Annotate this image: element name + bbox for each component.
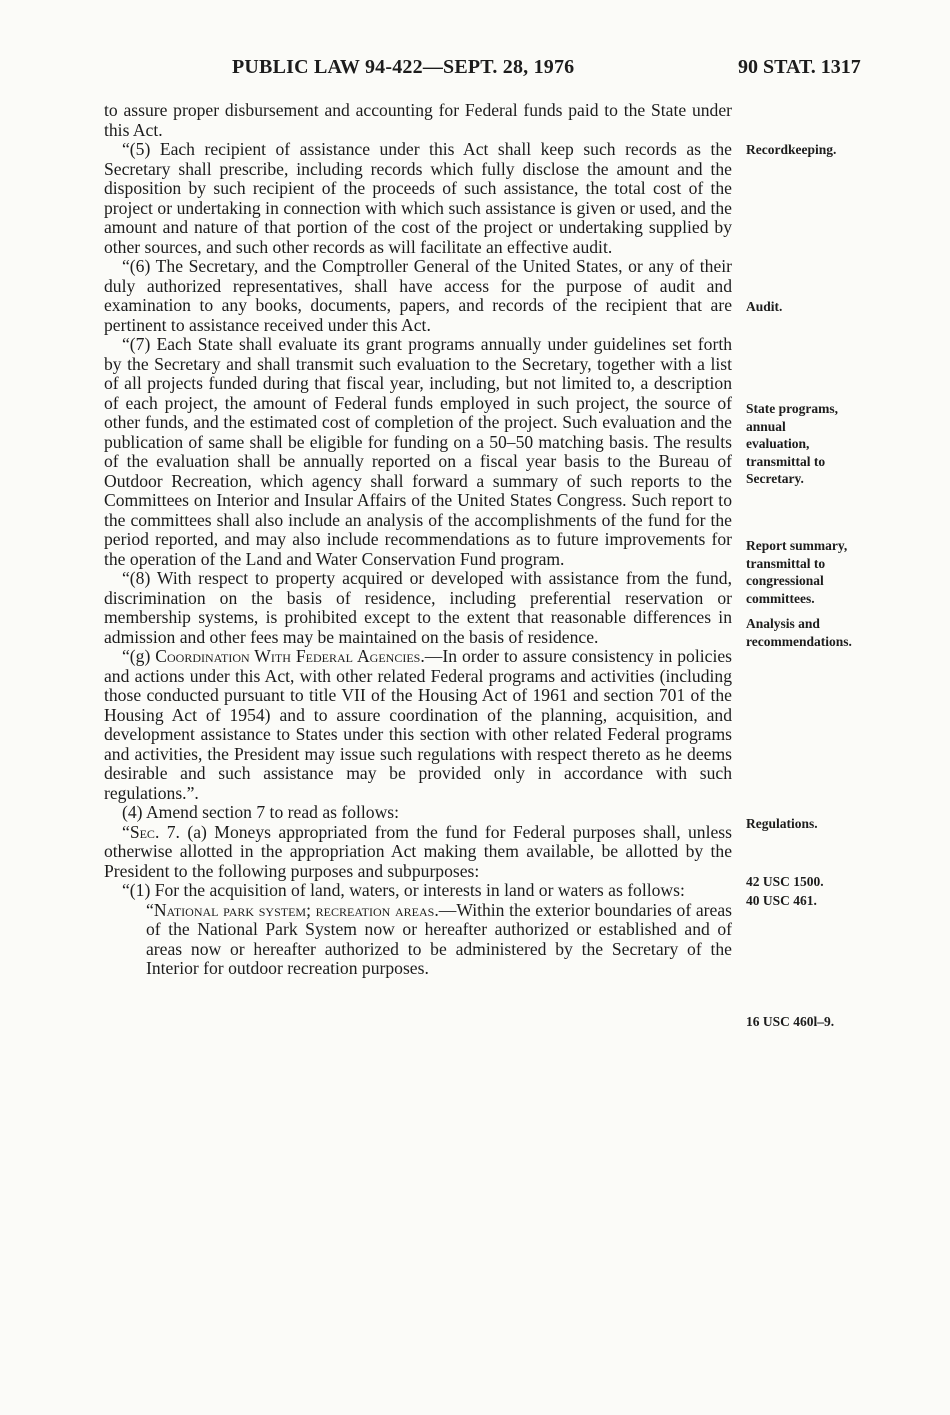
margin-note-line: committees. (746, 590, 815, 606)
coordination-lead: “(g) (122, 646, 156, 666)
margin-note-usc-460l9: 16 USC 460l–9. (746, 1014, 835, 1029)
law-body-text (104, 101, 732, 979)
margin-note-line: congressional (746, 573, 824, 588)
paragraph-national-park (146, 901, 732, 979)
margin-note-line: State programs, (746, 401, 838, 416)
margin-note-usc-1500: 42 USC 1500. (746, 874, 824, 889)
margin-note-line: transmittal to (746, 555, 826, 571)
national-park-lead: “ (146, 899, 154, 920)
statute-page-number: 90 STAT. 1317 (738, 56, 861, 78)
section-label: Sec (129, 821, 155, 842)
margin-note-usc-461: 40 USC 461. (746, 893, 817, 908)
running-head-title: PUBLIC LAW 94-422—SEPT. 28, 1976 (232, 56, 575, 78)
margin-note-line: recommendations. (746, 633, 852, 649)
margin-note-line: annual (746, 418, 786, 434)
margin-note-analysis (746, 615, 946, 650)
paragraph-audit: “(6) The Secretary, and the Comptroller General of the United States, or any of their duly authorized representatives, shall have access for the purpose of audit and examination to any books, documents, papers, and records of the recipient that are pertinent to assistance received under this Act. (104, 256, 732, 335)
margin-note-regulations: Regulations. (746, 816, 818, 831)
paragraph-amend-section: (4) Amend section 7 to read as follows: (122, 802, 400, 822)
margin-note-line: Analysis and (746, 616, 820, 631)
margin-note-line: Report summary, (746, 538, 848, 553)
paragraph-section-7 (104, 823, 732, 882)
margin-note-line: evaluation, (746, 436, 810, 451)
paragraph-coordination (104, 647, 732, 803)
margin-note-line: transmittal to (746, 453, 826, 469)
paragraph-continuation: to assure proper disbursement and accounting for Federal funds paid to the State under this Act. (104, 100, 732, 140)
coordination-heading: Coordination With Federal Agencies (155, 646, 421, 666)
margin-note-line: Secretary. (746, 471, 804, 486)
margin-note-report-summary (746, 537, 946, 607)
margin-note-state-programs (746, 400, 946, 488)
paragraph-discrimination: “(8) With respect to property acquired or developed with assistance from the fund, discrimination on the basis of residence, including preferential reservation or membership systems, is prohibited except to the extent that reasonable differences in admission and other fees may be maintained on the basis of residence. (104, 568, 732, 647)
section-7-text: . 7. (a) Moneys appropriated from the fund for Federal purposes shall, unless otherwise allotted in the appropriation Act making them available, be allotted by the President to the following purposes and subpurposes: (104, 821, 732, 881)
running-head (0, 56, 950, 82)
section-7-lead: “ (122, 821, 130, 842)
national-park-text: .—Within the exterior boundaries of areas of the National Park System now or hereafter authorized or established and of areas now or hereafter authorized to be administered by the Secretary of the Interior for outdoor recreation purposes. (146, 899, 733, 978)
margin-note-audit: Audit. (746, 299, 783, 314)
margin-note-recordkeeping: Recordkeeping. (746, 142, 837, 157)
national-park-heading: National park system; recreation areas (153, 899, 435, 920)
coordination-text: .—In order to assure consistency in policies and actions under this Act, with other related Federal programs and activities (including those conducted pursuant to title VII of the Housing Act of 1961 and section 701 of the Housing Act of 1954) and to assure coordination of the planning, acquisition, and development assistance to States under this section with other related Federal programs and activities, the President may issue such regulations with respect thereto as he deems desirable and such assistance may be provided only in accordance with such regulations.”. (104, 646, 732, 803)
paragraph-recordkeeping: “(5) Each recipient of assistance under this Act shall keep such records as the Secretary shall prescribe, including records which fully disclose the amount and the disposition by such recipient of the proceeds of such assistance, the total cost of the project or undertaking in connection with which such assistance is given or used, and the amount and nature of that portion of the cost of the project or undertaking supplied by other sources, and such other records as will facilitate an effective audit. (104, 139, 732, 257)
paragraph-acquisition: “(1) For the acquisition of land, waters, or interests in land or waters as follows: (122, 880, 685, 900)
paragraph-evaluation: “(7) Each State shall evaluate its grant programs annually under guidelines set forth by the Secretary and shall transmit such evaluation to the Secretary, together with a list of all projects funded during that fiscal year, including, but not limited to, a description of each project, the amount of Federal funds employed in such project, the source of other funds, and the estimated cost of completion of the project. Such evaluation and the publication of same shall be eligible for funding on a 50–50 matching basis. The results of the evaluation shall be annually reported on a fiscal year basis to the Bureau of Outdoor Recreation, which agency shall forward a summary of such reports to the Committees on Interior and Insular Affairs of the United States Congress. Such report to the committees shall also include an analysis of the accomplishments of the fund for the period reported, and may also include recommendations as to future improvements for the operation of the Land and Water Conservation Fund program. (104, 334, 732, 569)
